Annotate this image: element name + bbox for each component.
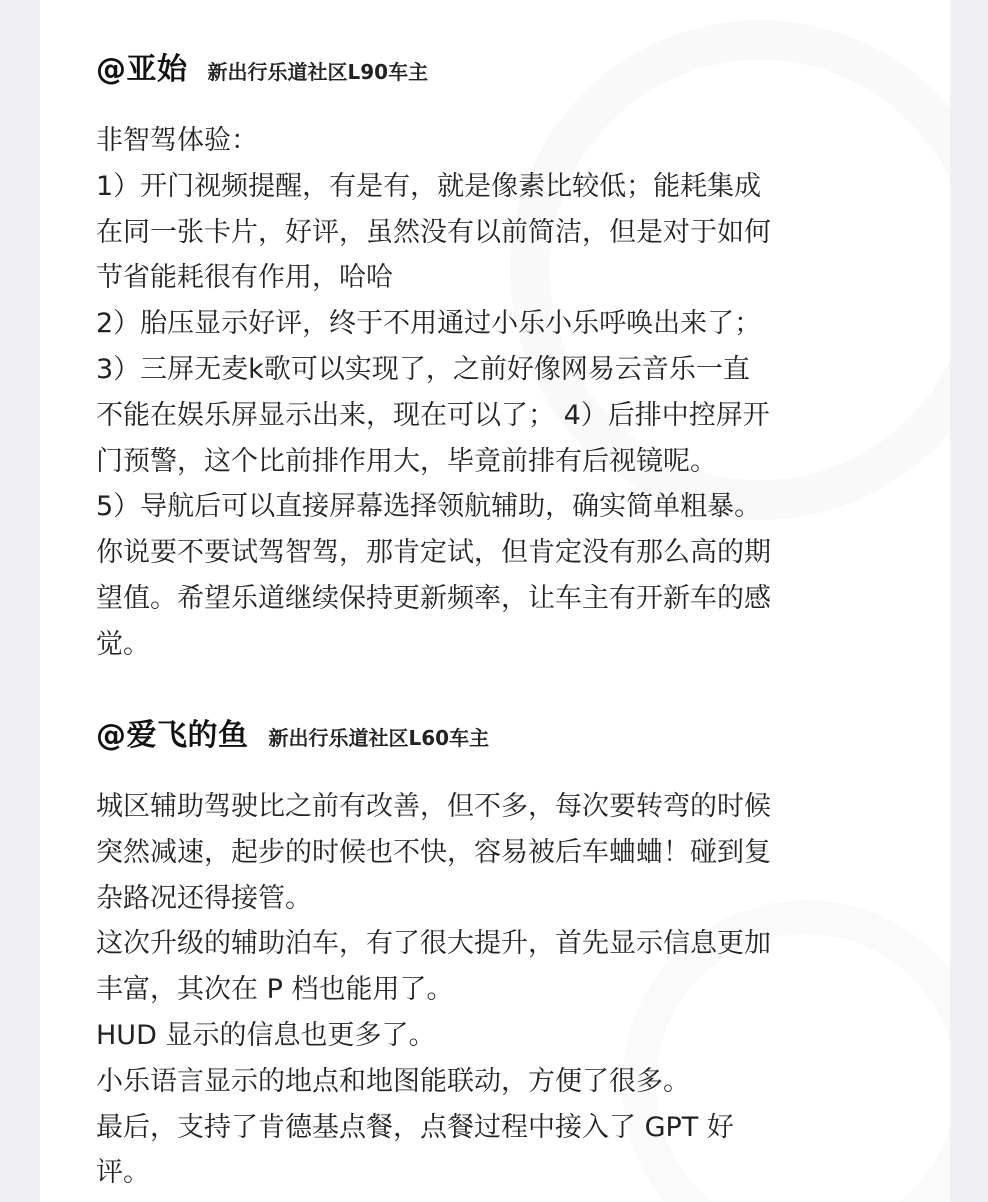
post-body: [96, 118, 916, 668]
text-line: 非智驾体验：: [96, 125, 258, 156]
article-card: [40, 0, 950, 1202]
post-body: [96, 784, 916, 1196]
owner-tag: 新出行乐道社区L60车主: [268, 726, 490, 750]
text-line: 最后，支持了肯德基点餐，点餐过程中接入了 GPT 好: [96, 1111, 734, 1143]
text-line: HUD 显示的信息也更多了。: [96, 1019, 436, 1051]
author-name[interactable]: @爱飞的鱼: [96, 718, 249, 753]
post-header: [96, 44, 916, 88]
text-line: 5）导航后可以直接屏幕选择领航辅助，确实简单粗暴。: [96, 491, 762, 523]
text-line: 1）开门视频提醒，有是有，就是像素比较低；能耗集成: [96, 170, 762, 202]
text-line: 门预警，这个比前排作用大，毕竟前排有后视镜呢。: [96, 445, 717, 477]
text-line: 节省能耗很有作用，哈哈: [96, 262, 393, 294]
text-line: 你说要不要试驾智驾，那肯定试，但肯定没有那么高的期: [96, 537, 771, 569]
author-name[interactable]: @亚始: [96, 52, 188, 87]
text-line: 突然减速，起步的时候也不快，容易被后车蛐蛐！碰到复: [96, 836, 771, 868]
post-1: [96, 44, 916, 668]
text-line: 这次升级的辅助泊车，有了很大提升，首先显示信息更加: [96, 928, 771, 960]
text-line: 杂路况还得接管。: [96, 882, 312, 914]
text-line: 望值。希望乐道继续保持更新频率，让车主有开新车的感: [96, 582, 771, 614]
post-2: [96, 710, 916, 1196]
text-line: 在同一张卡片，好评，虽然没有以前简洁，但是对于如何: [96, 216, 771, 248]
text-line: 丰富，其次在 P 档也能用了。: [96, 974, 454, 1006]
owner-tag: 新出行乐道社区L90车主: [207, 60, 429, 84]
post-header: [96, 710, 916, 754]
text-line: 城区辅助驾驶比之前有改善，但不多，每次要转弯的时候: [96, 791, 771, 822]
text-line: 评。: [96, 1157, 150, 1189]
text-line: 2）胎压显示好评，终于不用通过小乐小乐呼唤出来了；: [96, 308, 762, 340]
scrollbar[interactable]: [974, 0, 982, 1202]
text-line: 小乐语言显示的地点和地图能联动，方便了很多。: [96, 1065, 690, 1097]
text-line: 觉。: [96, 628, 150, 660]
text-line: 3）三屏无麦k歌可以实现了，之前好像网易云音乐一直: [96, 353, 750, 385]
text-line: 不能在娱乐屏显示出来，现在可以了； 4）后排中控屏开: [96, 399, 770, 431]
